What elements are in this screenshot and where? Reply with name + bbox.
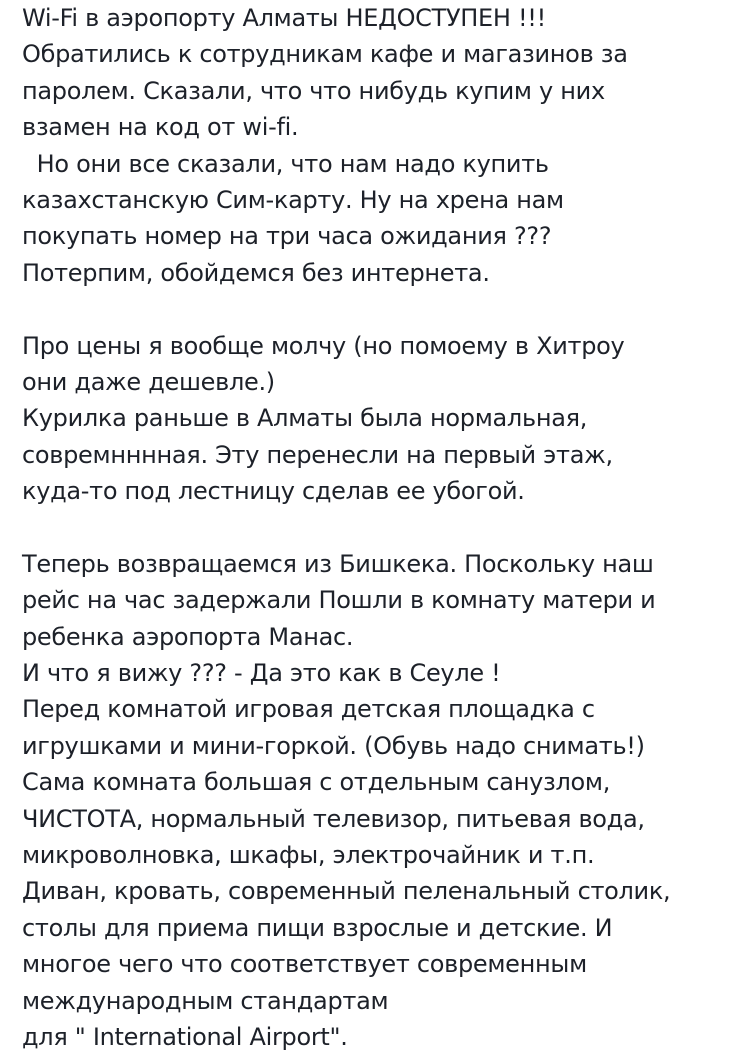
post-line: Сама комната большая с отдельным санузлом, — [22, 768, 611, 797]
post-line: Диван, кровать, современный пеленальный столик, — [22, 877, 671, 906]
post-line: микроволновка, шкафы, электрочайник и т.п. — [22, 840, 595, 869]
paragraph-gap — [22, 509, 747, 545]
post-line: паролем. Сказали, что что нибудь купим у них — [22, 76, 605, 105]
post-line: Теперь возвращаемся из Бишкека. Поскольку наш — [22, 549, 654, 578]
post-text — [22, 0, 747, 1055]
post-line: Но они все сказали, что нам надо купить — [22, 149, 549, 178]
post-line: куда-то под лестницу сделав ее убогой. — [22, 477, 525, 506]
post-line: Курилка раньше в Алматы была нормальная, — [22, 404, 588, 433]
post-line: они даже дешевле.) — [22, 367, 275, 396]
post-line: Wi-Fi в аэропорту Алматы НЕДОСТУПЕН !!! — [22, 4, 546, 32]
post-line: ЧИСТОТА, нормальный телевизор, питьевая вода, — [22, 804, 645, 833]
paragraph-gap — [22, 291, 747, 327]
post-line: совремнннная. Эту перенесли на первый этаж, — [22, 440, 613, 469]
post-line: рейс на час задержали Пошли в комнату матери и — [22, 586, 656, 615]
post-line: Потерпим, обойдемся без интернета. — [22, 258, 490, 287]
post-line: Перед комнатой игровая детская площадка с — [22, 695, 595, 724]
post-line: игрушками и мини-горкой. (Обувь надо снимать!) — [22, 731, 645, 760]
post-line: многое чего что соответствует современным — [22, 950, 587, 979]
post-line: ребенка аэропорта Манас. — [22, 622, 354, 651]
post-line: И что я вижу ??? - Да это как в Сеуле ! — [22, 659, 501, 688]
post-line: Обратились к сотрудникам кафе и магазинов за — [22, 40, 628, 69]
post-line: для " International Airport". — [22, 1022, 348, 1051]
post-line: взамен на код от wi-fi. — [22, 113, 299, 142]
post-line: Про цены я вообще молчу (но помоему в Хитроу — [22, 331, 625, 360]
post-line: столы для приема пищи взрослые и детские. И — [22, 913, 613, 942]
post-line: международным стандартам — [22, 986, 389, 1015]
post-line: покупать номер на три часа ожидания ??? — [22, 222, 552, 251]
post-line: казахстанскую Сим-карту. Ну на хрена нам — [22, 185, 564, 214]
